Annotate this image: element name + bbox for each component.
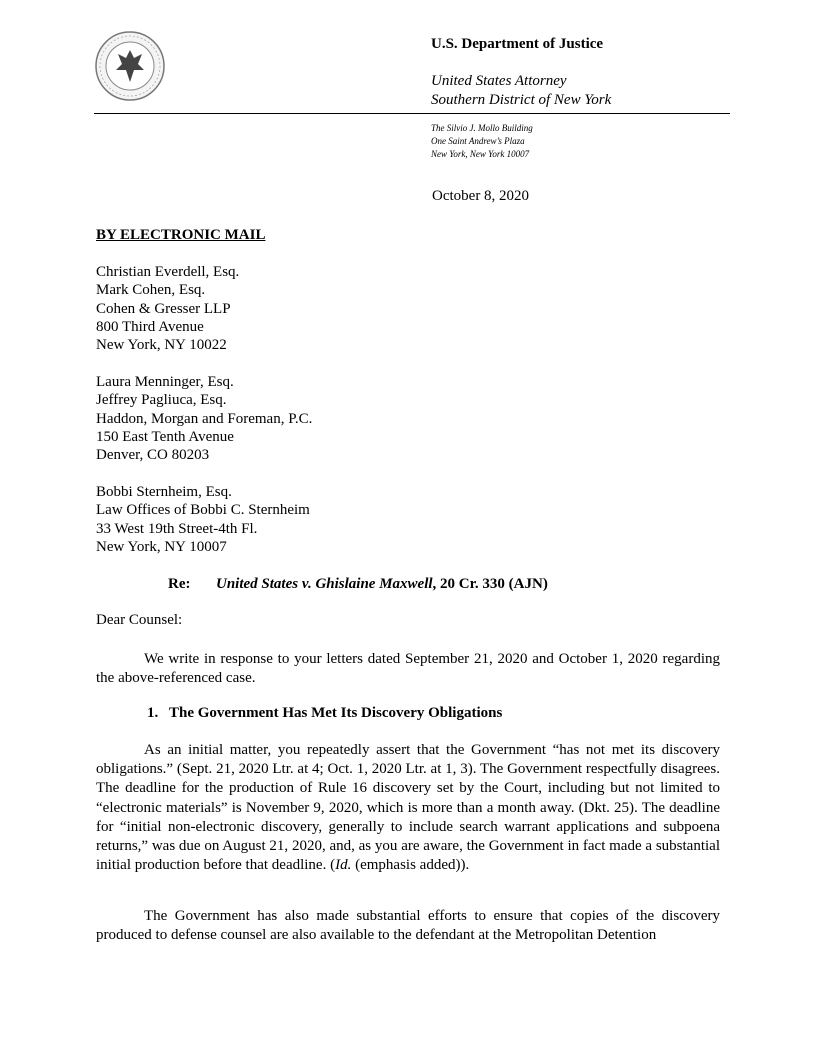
salutation: Dear Counsel: [96, 612, 183, 628]
delivery-method: BY ELECTRONIC MAIL [96, 227, 266, 243]
section-number: 1. [147, 705, 159, 721]
letter-date: October 8, 2020 [432, 188, 530, 204]
section-title: The Government Has Met Its Discovery Obligations [169, 705, 503, 721]
section-paragraph-1 [96, 741, 720, 875]
recipient-line: Laura Menninger, Esq. [96, 374, 234, 390]
section-paragraph-2: The Government has also made substantial efforts to ensure that copies of the discovery produced to defense counsel are also available to the defendant at the Metropolitan Detention [96, 908, 720, 944]
re-label: Re: [168, 576, 191, 592]
re-line [168, 576, 548, 593]
recipient-block-3 [96, 483, 310, 556]
recipient-line: Bobbi Sternheim, Esq. [96, 484, 232, 500]
recipient-line: New York, NY 10007 [96, 538, 227, 555]
case-name: United States v. Ghislaine Maxwell [216, 576, 433, 592]
recipient-line: Denver, CO 80203 [96, 447, 210, 464]
recipient-line: 150 East Tenth Avenue [96, 428, 234, 445]
office-line-2: Southern District of New York [431, 92, 612, 108]
recipient-line: 800 Third Avenue [96, 318, 204, 335]
address-line: The Silvio J. Mollo Building [431, 123, 533, 133]
doj-seal-logo [94, 30, 166, 102]
recipient-line: Jeffrey Pagliuca, Esq. [96, 392, 227, 409]
recipient-line: Mark Cohen, Esq. [96, 282, 206, 299]
department-name: U.S. Department of Justice [431, 36, 604, 52]
office-name [431, 72, 611, 110]
intro-paragraph: We write in response to your letters dated September 21, 2020 and October 1, 2020 regarding the above-referenced case. [96, 651, 720, 687]
recipient-block-1 [96, 263, 239, 354]
letterhead-divider [94, 113, 730, 114]
office-line-1: United States Attorney [431, 73, 567, 89]
office-address [431, 122, 533, 161]
citation: Id. [335, 857, 352, 874]
section-heading [147, 705, 502, 722]
recipient-line: Cohen & Gresser LLP [96, 300, 231, 317]
address-line: New York, New York 10007 [431, 149, 530, 159]
paragraph-text: As an initial matter, you repeatedly assert that the Government “has not met its discovery obligations.” (Sept. 21, 2020 Ltr. at 4; Oct. 1, 2020 Ltr. at 1, 3). The Government respectfully disagrees. The deadline for the production of Rule 16 discovery set by the Court, including but not limited to “electronic materials” is November 9, 2020, which is more than a month away. (Dkt. 25). The deadline for “initial non-electronic discovery, generally to include search warrant applications and subpoena returns,” was due on August 21, 2020, and, as you are aware, the Government in fact made a substantial initial production before that deadline. ( [96, 742, 720, 874]
case-number: , 20 Cr. 330 (AJN) [432, 576, 548, 592]
recipient-line: Christian Everdell, Esq. [96, 264, 240, 280]
recipient-line: New York, NY 10022 [96, 337, 227, 354]
recipient-line: 33 West 19th Street-4th Fl. [96, 520, 258, 537]
address-line: One Saint Andrew’s Plaza [431, 136, 525, 146]
recipient-line: Haddon, Morgan and Foreman, P.C. [96, 410, 313, 427]
paragraph-text: (emphasis added)). [351, 857, 470, 874]
recipient-block-2 [96, 373, 312, 464]
recipient-line: Law Offices of Bobbi C. Sternheim [96, 502, 310, 519]
